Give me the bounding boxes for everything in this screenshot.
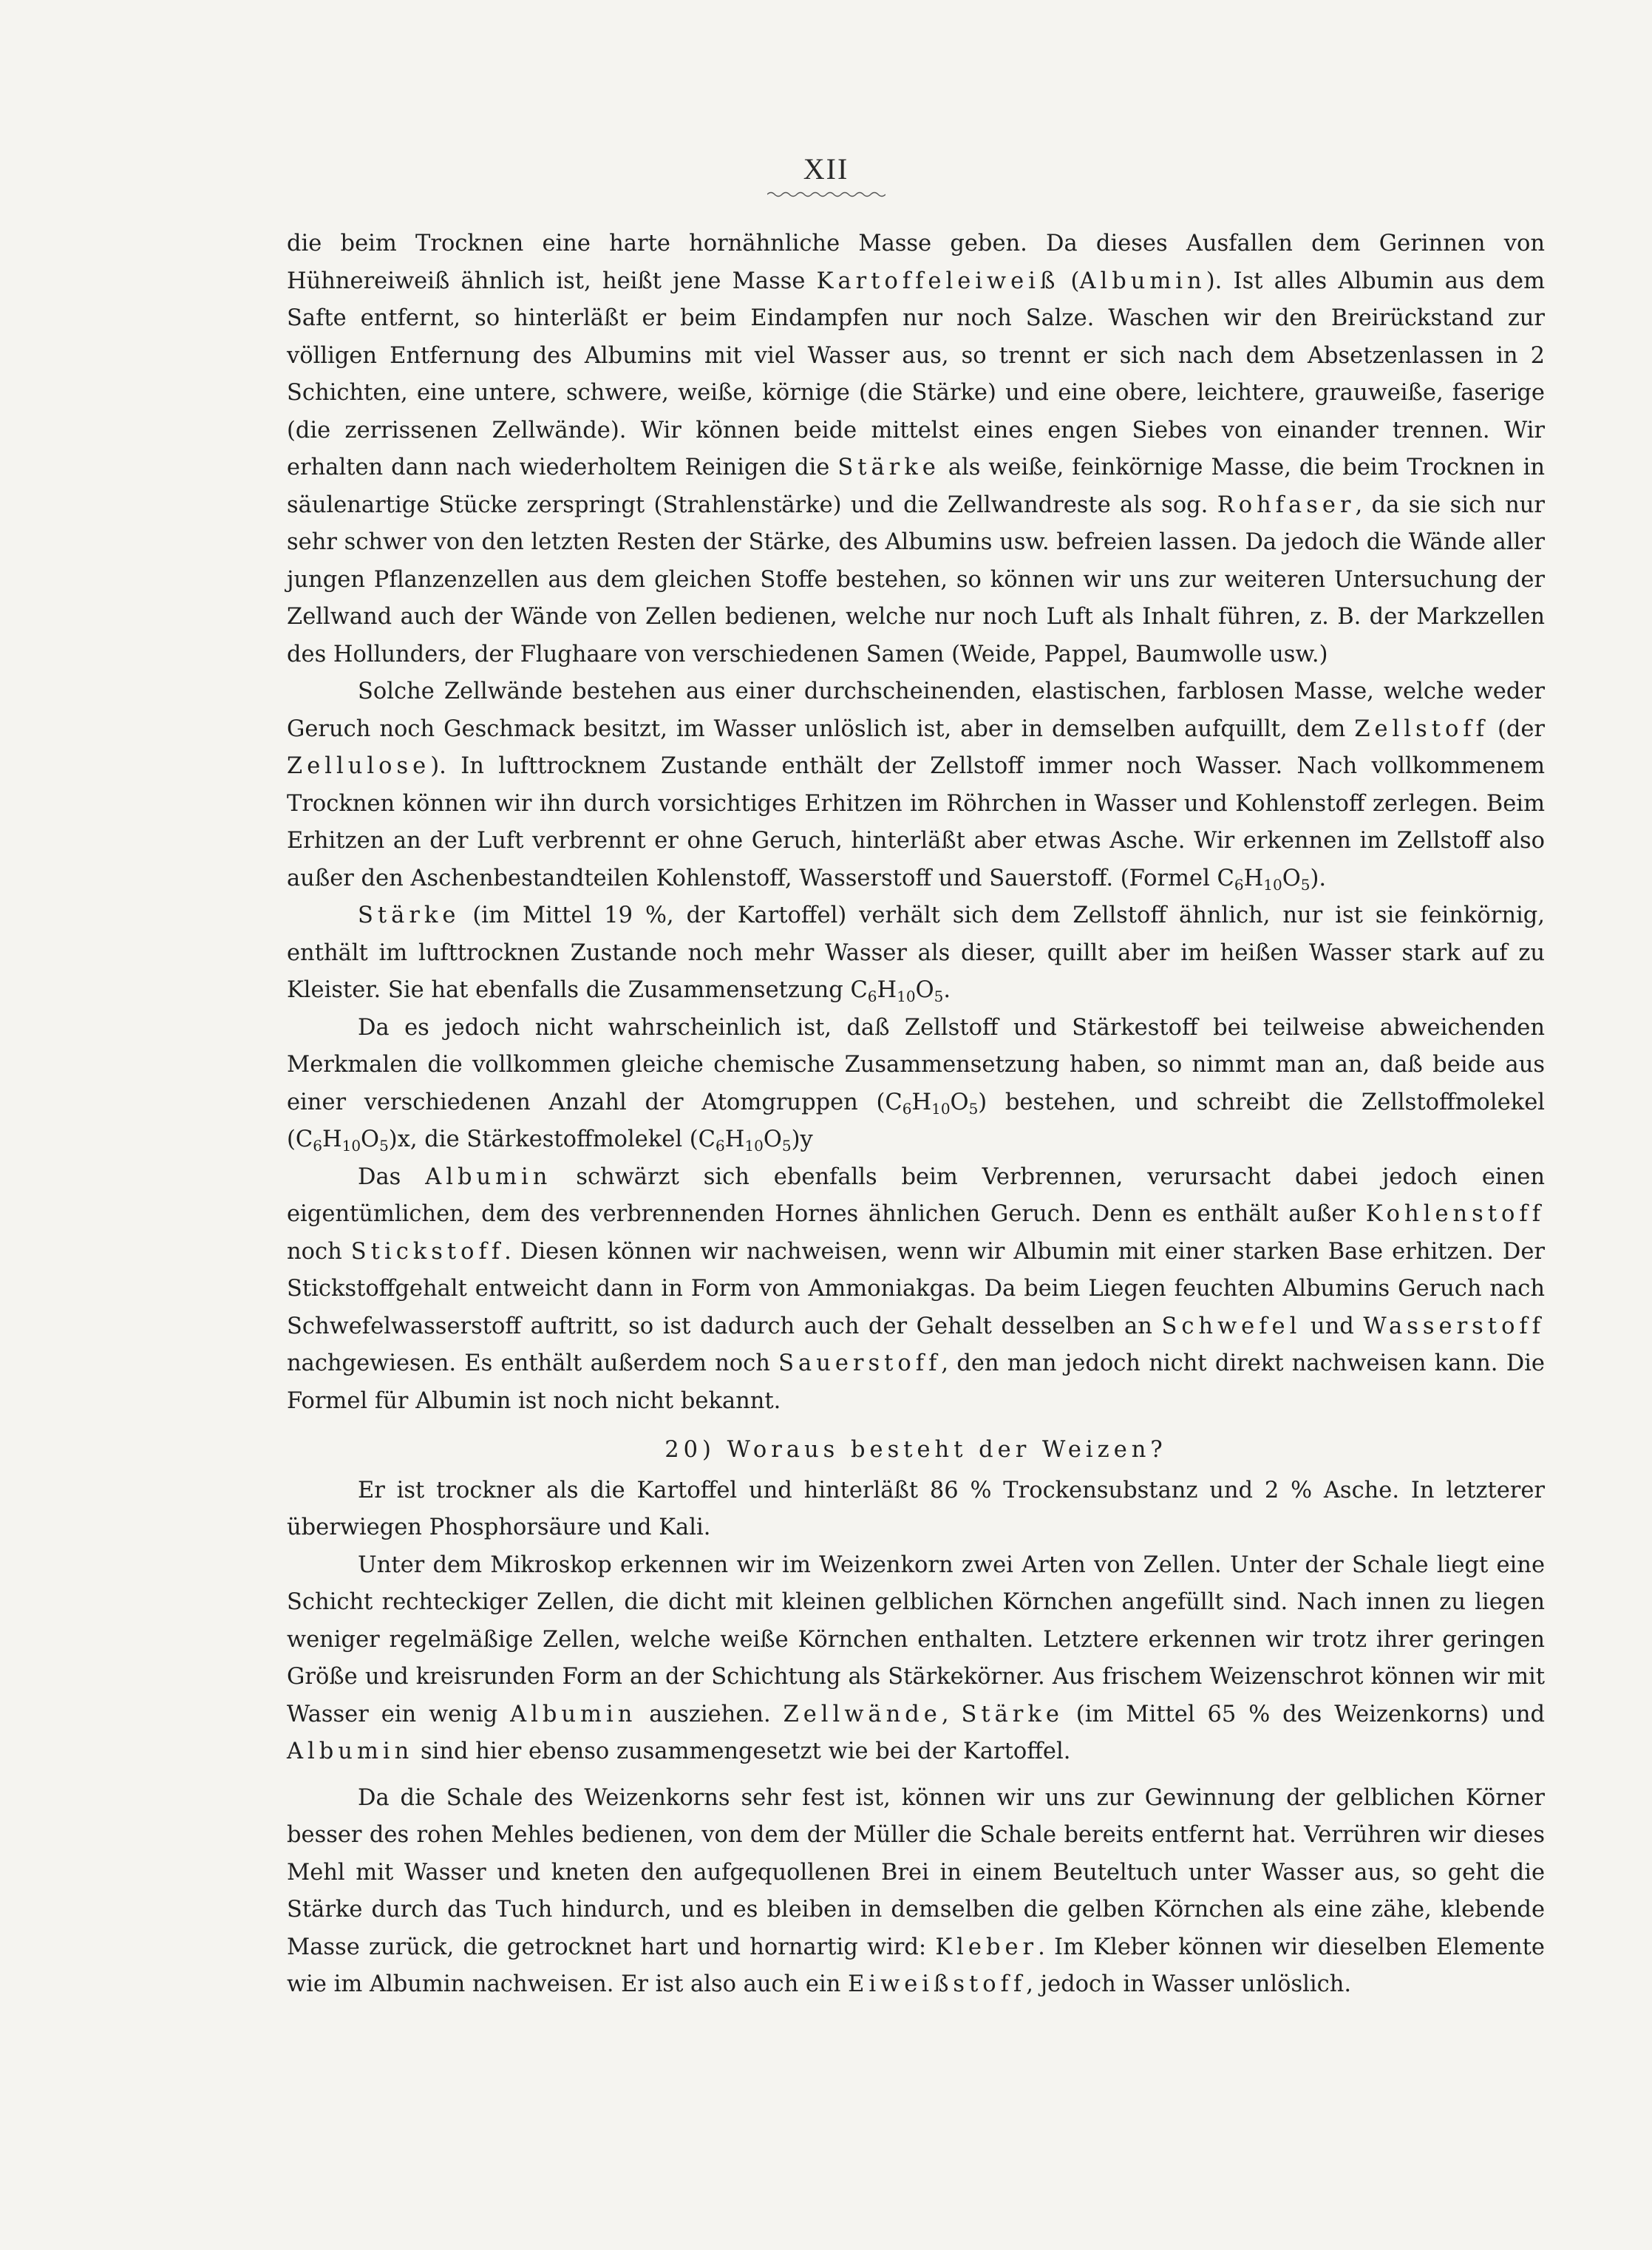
emphasized-term: Schwefel <box>1161 1313 1302 1339</box>
emphasized-term: Stärke <box>961 1701 1064 1727</box>
text-run: Solche Zellwände bestehen aus einer durchscheinenden, elastischen, farblosen Masse, welche weder Geruch noch Geschmack besitzt, im Wasser unlöslich ist, aber in demselben aufquillt, dem <box>287 679 1545 742</box>
text-run: )x, die Stärkestoffmolekel (C <box>388 1126 716 1152</box>
paragraph <box>287 673 1545 897</box>
formula-subscript: 10 <box>744 1137 764 1155</box>
page-body <box>287 225 1545 2004</box>
formula-subscript: 6 <box>715 1137 725 1155</box>
formula-subscript: 5 <box>379 1137 389 1155</box>
paragraph <box>287 1780 1545 2004</box>
text-run: , jedoch in Wasser unlöslich. <box>1026 1971 1352 1997</box>
text-run: H <box>1243 865 1264 891</box>
text-run: O <box>361 1126 380 1152</box>
text-run: , den man jedoch nicht direkt nachweisen kann. Die Formel für Albumin ist noch nicht bekannt. <box>287 1350 1545 1414</box>
formula-subscript: 6 <box>1234 875 1244 894</box>
text-run: Das <box>358 1163 426 1190</box>
paragraph <box>287 1159 1545 1421</box>
text-run: ). Ist alles Albumin aus dem Safte entfernt, so hinterläßt er beim Eindampfen nur noch Salze. Waschen wir den Breirückstand zur völligen Entfernung des Albumins mit viel Wasser aus, so trennt er sich nach dem Absetzenlassen in 2 Schichten, eine untere, schwere, weiße, körnige (die Stärke) und eine obere, leichtere, grauweiße, faserige (die zerrissenen Zellwände). Wir können beide mittelst eines engen Siebes von einander trennen. Wir erhalten dann nach wiederholtem Reinigen die <box>287 268 1545 480</box>
page-number: XII <box>803 152 849 186</box>
emphasized-term: Zellulose <box>287 753 431 779</box>
page-header <box>0 152 1652 198</box>
emphasized-term: 20) Woraus besteht der Weizen? <box>664 1437 1167 1463</box>
text-run: O <box>1282 865 1301 891</box>
text-run: , <box>941 1701 962 1727</box>
formula-subscript: 5 <box>934 988 944 1005</box>
emphasized-term: Wasserstoff <box>1363 1313 1546 1339</box>
formula-subscript: 10 <box>931 1099 951 1118</box>
text-run: Da die Schale des Weizenkorns sehr fest ist, können wir uns zur Gewinnung der gelblichen Körner besser des rohen Mehles bedienen, von dem der Müller die Schale bereits entfernt hat. Verrühren wir dieses Mehl mit Wasser und kneten den aufgequollenen Brei in einem Beuteltuch unter Wasser aus, so geht die Stärke durch das Tuch hindurch, und es bleiben in demselben die gelben Körnchen als eine zähe, klebende Masse zurück, die getrocknet hart und hornartig wird: <box>287 1784 1545 1960</box>
formula-subscript: 6 <box>313 1137 322 1155</box>
emphasized-term: Kartoffeleiweiß <box>816 268 1060 294</box>
text-run: schwärzt sich ebenfalls beim Verbrennen, verursacht dabei jedoch einen eigentümlichen, dem des verbrennenden Hornes ähnlichen Geruch. Denn es enthält außer <box>287 1163 1545 1227</box>
text-run: . <box>943 977 951 1003</box>
text-run: als weiße, feinkörnige Masse, die beim Trocknen in säulenartige Stücke zerspringt (Strahlenstärke) und die Zellwandreste als sog. <box>287 455 1545 518</box>
text-run: (der <box>1488 716 1546 742</box>
emphasized-term: Zellstoff <box>1354 716 1489 742</box>
text-run: H <box>911 1089 932 1115</box>
emphasized-term: Kleber <box>935 1934 1039 1960</box>
emphasized-term: Stickstoff <box>350 1238 505 1265</box>
text-run: . Diesen können wir nachweisen, wenn wir Albumin mit einer starken Base erhitzen. Der Stickstoffgehalt entweicht dann in Form von Ammoniakgas. Da beim Liegen feuchten Albumins Geruch nach Schwefelwasserstoff auftritt, so ist dadurch auch der Gehalt desselben an <box>287 1238 1545 1339</box>
section-heading <box>287 1432 1545 1469</box>
text-run: sind hier ebenso zusammengesetzt wie bei der Kartoffel. <box>413 1739 1071 1764</box>
emphasized-term: Albumin <box>510 1701 637 1727</box>
formula-subscript: 5 <box>781 1137 792 1155</box>
text-run: (im Mittel 65 % des Weizenkorns) und <box>1063 1701 1545 1727</box>
text-run: Da es jedoch nicht wahrscheinlich ist, daß Zellstoff und Stärkestoff bei teilweise abweichenden Merkmalen die vollkommen gleiche chemische Zusammensetzung haben, so nimmt man an, daß beide aus einer verschiedenen Anzahl der Atomgruppen (C <box>287 1014 1545 1115</box>
paragraph <box>287 1010 1545 1159</box>
formula-subscript: 10 <box>1263 875 1282 894</box>
paragraph <box>287 897 1545 1010</box>
emphasized-term: Albumin <box>425 1163 552 1190</box>
emphasized-term: Sauerstoff <box>778 1350 942 1376</box>
text-run: ) bestehen, und schreibt die Zellstoffmolekel (C <box>287 1089 1545 1152</box>
emphasized-term: Albumin <box>1079 268 1206 294</box>
text-run: noch <box>287 1238 351 1265</box>
emphasized-term: Rohfaser <box>1217 492 1356 518</box>
text-run: nachgewiesen. Es enthält außerdem noch <box>287 1350 779 1376</box>
text-run: O <box>950 1089 969 1115</box>
formula-subscript: 5 <box>1300 875 1311 894</box>
formula-subscript: 6 <box>902 1099 912 1118</box>
formula-subscript: 6 <box>867 988 877 1005</box>
text-run: Er ist trockner als die Kartoffel und hinterläßt 86 % Trockensubstanz und 2 % Asche. In letzterer überwiegen Phosphorsäure und Kali. <box>287 1477 1545 1540</box>
formula-subscript: 5 <box>968 1099 979 1118</box>
emphasized-term: Eiweißstoff <box>848 1971 1027 1997</box>
text-run: )y <box>791 1126 813 1152</box>
paragraph <box>287 225 1545 673</box>
text-run: die beim Trocknen eine harte hornähnliche Masse geben. Da dieses Ausfallen dem Gerinnen von Hühnereiweiß ähnlich ist, heißt jene Masse <box>287 231 1545 294</box>
formula-subscript: 10 <box>897 988 916 1005</box>
text-run: O <box>763 1126 782 1152</box>
text-run: ausziehen. <box>636 1701 783 1727</box>
paragraph <box>287 1547 1545 1771</box>
text-run: O <box>915 977 934 1003</box>
emphasized-term: Kohlenstoff <box>1365 1201 1545 1227</box>
text-run: Unter dem Mikroskop erkennen wir im Weizenkorn zwei Arten von Zellen. Unter der Schale liegt eine Schicht rechteckiger Zellen, die dicht mit kleinen gelblichen Körnchen angefüllt sind. Nach innen zu liegen weniger regelmäßige Zellen, welche weiße Körnchen enthalten. Letztere erkennen wir trotz ihrer geringen Größe und kreisrunden Form an der Schichtung als Stärkekörner. Aus frischem Weizenschrot können wir mit Wasser ein wenig <box>287 1551 1545 1727</box>
emphasized-term: Albumin <box>287 1739 414 1764</box>
text-run: , da sie sich nur sehr schwer von den letzten Resten der Stärke, des Albumins usw. befreien lassen. Da jedoch die Wände aller jungen Pflanzenzellen aus dem gleichen Stoffe bestehen, so können wir uns zur weiteren Untersuchung der Zellwand auch der Wände von Zellen bedienen, welche nur noch Luft als Inhalt führen, z. B. der Markzellen des Hollunders, der Flughaare von verschiedenen Samen (Weide, Pappel, Baumwolle usw.) <box>287 492 1546 667</box>
text-run: . Im Kleber können wir dieselben Elemente wie im Albumin nachweisen. Er ist also auch ein <box>287 1934 1545 1997</box>
wavy-rule-ornament <box>767 191 886 198</box>
paragraph <box>287 1472 1545 1547</box>
text-run: H <box>877 977 897 1003</box>
text-run: (im Mittel 19 %, der Kartoffel) verhält sich dem Zellstoff ähnlich, nur ist sie feinkörnig, enthält im lufttrocknen Zustande noch mehr Wasser als dieser, quillt aber im heißen Wasser stark auf zu Kleister. Sie hat ebenfalls die Zusammensetzung C <box>287 903 1545 1003</box>
text-run: H <box>724 1126 745 1152</box>
emphasized-term: Stärke <box>837 455 940 480</box>
text-run: H <box>322 1126 342 1152</box>
text-run: ). In lufttrocknem Zustande enthält der Zellstoff immer noch Wasser. Nach vollkommenem Trocknen können wir ihn durch vorsichtiges Erhitzen im Röhrchen in Wasser und Kohlenstoff zerlegen. Beim Erhitzen an der Luft verbrennt er ohne Geruch, hinterläßt aber etwas Asche. Wir erkennen im Zellstoff also außer den Aschenbestandteilen Kohlenstoff, Wasserstoff und Sauerstoff. (Formel C <box>287 753 1545 891</box>
text-run: ). <box>1310 865 1327 891</box>
text-run: und <box>1301 1313 1364 1339</box>
emphasized-term: Stärke <box>358 903 460 928</box>
emphasized-term: Zellwände <box>783 1701 942 1727</box>
text-run: ( <box>1059 268 1080 294</box>
formula-subscript: 10 <box>341 1137 361 1155</box>
